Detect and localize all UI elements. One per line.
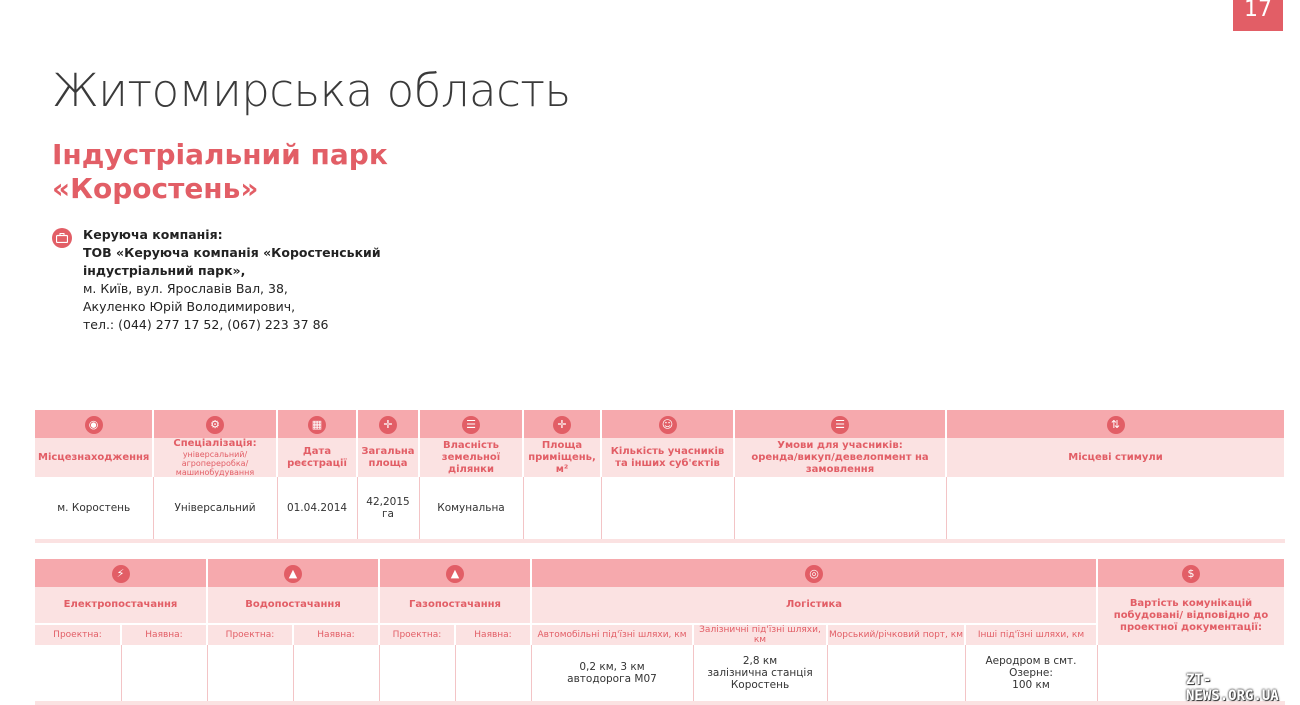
- company-phone: тел.: (044) 277 17 52, (067) 223 37 86: [83, 317, 329, 332]
- globe-icon: ◎: [805, 565, 823, 583]
- sub-electricity-design: Проектна:: [35, 624, 121, 645]
- company-address: м. Київ, вул. Ярославів Вал, 38,: [83, 281, 288, 296]
- sub-port: Морський/річковий порт, км: [827, 624, 965, 645]
- header-logistics: Логістика: [531, 587, 1097, 624]
- dollar-icon: $: [1182, 565, 1200, 583]
- header-gas: Газопостачання: [379, 587, 531, 624]
- gear-icon: ⚙: [206, 416, 224, 434]
- region-title: Житомирська область: [52, 64, 571, 117]
- header-cost: Вартість комунікацій побудовані/ відповідно до проектної документації:: [1097, 587, 1285, 645]
- sub-other: Інші під'їзні шляхи, км: [965, 624, 1097, 645]
- cell-participants: [601, 477, 734, 541]
- cell-gas-design: [379, 645, 455, 703]
- company-info: [83, 226, 381, 334]
- briefcase-icon: [52, 228, 72, 248]
- park-title-line2: «Коростень»: [52, 172, 259, 205]
- header-premises-area: Площа приміщень, м²: [523, 438, 601, 477]
- cell-conditions: [734, 477, 946, 541]
- company-name-line2: індустріальний парк»,: [83, 263, 246, 278]
- cell-total-area: 42,2015 га: [357, 477, 419, 541]
- header-water: Водопостачання: [207, 587, 379, 624]
- expand-arrows-icon: ✛: [379, 416, 397, 434]
- header-location: Місцезнаходження: [35, 438, 153, 477]
- water-drop-icon: ▲: [284, 565, 302, 583]
- cell-roads: 0,2 км, 3 км автодорога М07: [531, 645, 693, 703]
- park-info-table: [35, 410, 1286, 543]
- cell-incentives: [946, 477, 1285, 541]
- park-title: [52, 138, 388, 206]
- cell-specialization: Універсальний: [153, 477, 277, 541]
- header-electricity: Електропостачання: [35, 587, 207, 624]
- cell-electricity-design: [35, 645, 121, 703]
- cell-water-existing: [293, 645, 379, 703]
- cell-electricity-existing: [121, 645, 207, 703]
- sub-gas-existing: Наявна:: [455, 624, 531, 645]
- sub-roads: Автомобільні під'їзні шляхи, км: [531, 624, 693, 645]
- flame-icon: ▲: [446, 565, 464, 583]
- company-label: Керуюча компанія:: [83, 227, 223, 242]
- cell-rail: 2,8 км залізнична станція Коростень: [693, 645, 827, 703]
- document-icon: ☰: [831, 416, 849, 434]
- header-specialization: Спеціалізація: універсальний/агропереробка/ машинобудування: [153, 438, 277, 477]
- document-icon: ☰: [462, 416, 480, 434]
- cell-water-design: [207, 645, 293, 703]
- company-name-line1: ТОВ «Керуюча компанія «Коростенський: [83, 245, 381, 260]
- cell-other: Аеродром в смт. Озерне: 100 км: [965, 645, 1097, 703]
- people-icon: ☺: [659, 416, 677, 434]
- cell-gas-existing: [455, 645, 531, 703]
- sub-gas-design: Проектна:: [379, 624, 455, 645]
- header-conditions: Умови для учасників: оренда/викуп/девелопмент на замовлення: [734, 438, 946, 477]
- cell-reg-date: 01.04.2014: [277, 477, 357, 541]
- sub-electricity-existing: Наявна:: [121, 624, 207, 645]
- page-number: 17: [1233, 0, 1283, 31]
- cell-location: м. Коростень: [35, 477, 153, 541]
- header-reg-date: Дата реєстрації: [277, 438, 357, 477]
- company-person: Акуленко Юрій Володимирович,: [83, 299, 296, 314]
- sub-water-design: Проектна:: [207, 624, 293, 645]
- incentives-icon: ⇅: [1107, 416, 1125, 434]
- cell-land-ownership: Комунальна: [419, 477, 523, 541]
- header-total-area: Загальна площа: [357, 438, 419, 477]
- expand-arrows-icon: ✛: [553, 416, 571, 434]
- watermark: ZT-NEWS.ORG.UA: [1186, 672, 1279, 704]
- calendar-icon: ▦: [308, 416, 326, 434]
- infrastructure-table: [35, 559, 1286, 705]
- header-incentives: Місцеві стимули: [946, 438, 1285, 477]
- cell-port: [827, 645, 965, 703]
- location-pin-icon: ◉: [85, 416, 103, 434]
- lightning-icon: ⚡: [112, 565, 130, 583]
- cell-premises-area: [523, 477, 601, 541]
- header-participants: Кількість учасників та інших суб'єктів: [601, 438, 734, 477]
- park-title-line1: Індустріальний парк: [52, 138, 388, 171]
- header-land-ownership: Власність земельної ділянки: [419, 438, 523, 477]
- sub-rail: Залізничні під'їзні шляхи, км: [693, 624, 827, 645]
- sub-water-existing: Наявна:: [293, 624, 379, 645]
